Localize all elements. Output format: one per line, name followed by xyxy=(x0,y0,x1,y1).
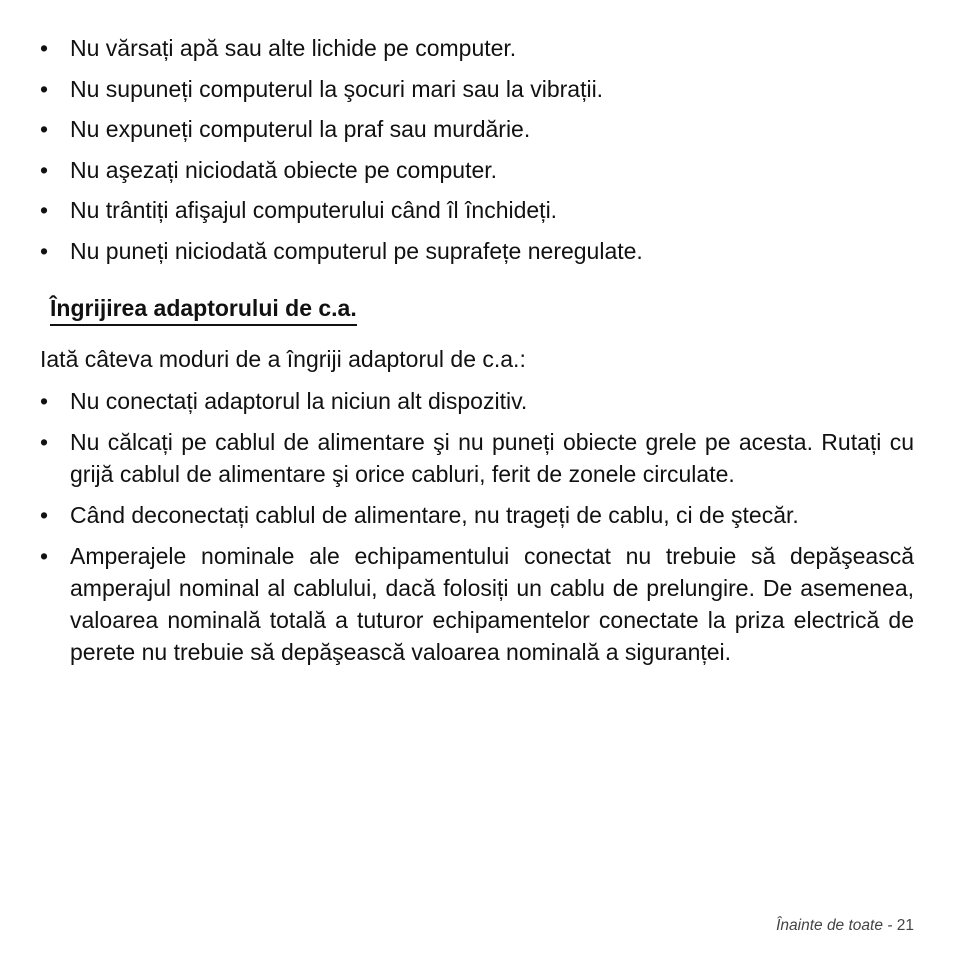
bullet-glyph: • xyxy=(40,35,49,61)
list-item xyxy=(40,385,914,417)
section-intro: Iată câteva moduri de a îngriji adaptorul de c.a.: xyxy=(40,346,526,372)
list-item xyxy=(40,73,914,105)
adapter-care-list xyxy=(40,385,914,677)
bullet-glyph: • xyxy=(40,388,49,414)
list-item xyxy=(40,154,914,186)
list-item-text: Nu conectați adaptorul la niciun alt dispozitiv. xyxy=(70,388,528,414)
list-item-text: Când deconectați cablul de alimentare, nu trageți de cablu, ci de ştecăr. xyxy=(70,502,799,528)
bullet-glyph: • xyxy=(40,543,49,569)
list-item-text: Nu trântiți afişajul computerului când îl închideți. xyxy=(70,197,558,223)
list-item-text: Nu expuneți computerul la praf sau murdărie. xyxy=(70,116,531,142)
bullet-glyph: • xyxy=(40,197,49,223)
bullet-glyph: • xyxy=(40,156,49,183)
list-item-text: Nu călcați pe cablul de alimentare şi nu puneți obiecte grele pe acesta. Rutați cu grijă cablul de alimentare şi orice cabluri, ferit de zonele circulate. xyxy=(70,429,914,487)
footer-section-title: Înainte de toate - xyxy=(776,917,893,934)
bullet-glyph: • xyxy=(40,75,49,102)
list-item xyxy=(40,499,914,531)
bullet-glyph: • xyxy=(40,116,49,142)
list-item-text: Nu supuneți computerul la şocuri mari sau la vibrații. xyxy=(70,75,604,102)
page-number: 21 xyxy=(896,917,914,934)
bullet-glyph: • xyxy=(40,502,49,528)
section-heading: Îngrijirea adaptorului de c.a. xyxy=(50,292,357,326)
computer-care-list xyxy=(40,32,914,275)
page-footer xyxy=(776,916,914,936)
list-item-text: Nu vărsați apă sau alte lichide pe computer. xyxy=(70,35,517,61)
bullet-glyph: • xyxy=(40,429,49,455)
list-item-text: Nu puneți niciodată computerul pe suprafețe neregulate. xyxy=(70,237,643,264)
list-item xyxy=(40,235,914,267)
list-item-text: Amperajele nominale ale echipamentului conectat nu trebuie să depăşească amperajul nominal al cablului, dacă folosiți un cablu de prelungire. De asemenea, valoarea nominală totală a tuturor echipamentelor conectate la priza electrică de perete nu trebuie să depăşească valoarea nominală a siguranței. xyxy=(70,543,914,665)
bullet-glyph: • xyxy=(40,237,49,264)
list-item xyxy=(40,194,914,226)
list-item xyxy=(40,32,914,64)
list-item xyxy=(40,540,914,668)
list-item xyxy=(40,426,914,490)
list-item-text: Nu aşezați niciodată obiecte pe computer. xyxy=(70,156,498,183)
list-item xyxy=(40,113,914,145)
